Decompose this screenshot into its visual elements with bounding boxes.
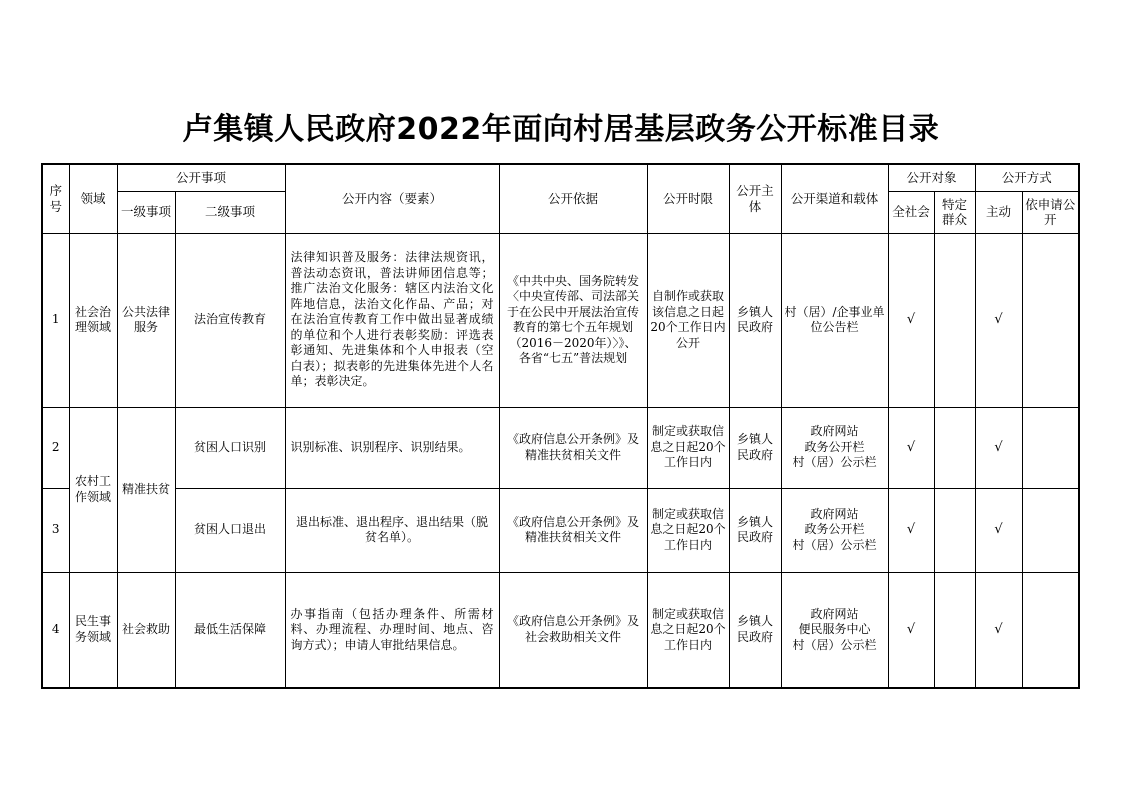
disclosure-catalog-table [41, 163, 1080, 689]
row-active-check: √ [975, 488, 1022, 572]
row-content: 办事指南（包括办理条件、所需材料、办理流程、办理时间、地点、咨询方式）；申请人审批结果信息。 [285, 572, 499, 688]
row-domain: 农村工作领域 [69, 407, 117, 572]
row-level2: 贫困人口退出 [175, 488, 285, 572]
row-content: 退出标准、退出程序、退出结果（脱贫名单）。 [285, 488, 499, 572]
header-matters: 公开事项 [117, 164, 285, 191]
header-method: 公开方式 [975, 164, 1079, 191]
row-basis: 《政府信息公开条例》及精准扶贫相关文件 [499, 488, 647, 572]
row-specific-group-check [934, 572, 975, 688]
row-active-check: √ [975, 407, 1022, 488]
row-seq: 3 [42, 488, 69, 572]
row-all-society-check: √ [888, 572, 934, 688]
row-specific-group-check [934, 488, 975, 572]
row-seq: 1 [42, 233, 69, 407]
page-title: 卢集镇人民政府2022年面向村居基层政务公开标准目录 [182, 112, 940, 147]
row-deadline: 自制作或获取该信息之日起20个工作日内公开 [647, 233, 729, 407]
row-all-society-check: √ [888, 488, 934, 572]
header-specific-group: 特定群众 [934, 191, 975, 233]
row-deadline: 制定或获取信息之日起20个工作日内 [647, 407, 729, 488]
header-subject: 公开主体 [729, 164, 781, 233]
row-basis: 《政府信息公开条例》及社会救助相关文件 [499, 572, 647, 688]
row-all-society-check: √ [888, 407, 934, 488]
row-level2: 法治宣传教育 [175, 233, 285, 407]
row-active-check: √ [975, 233, 1022, 407]
row-level1: 精准扶贫 [117, 407, 175, 572]
row-level1: 社会救助 [117, 572, 175, 688]
row-all-society-check: √ [888, 233, 934, 407]
table-row [42, 407, 1079, 488]
row-specific-group-check [934, 407, 975, 488]
header-all-society: 全社会 [888, 191, 934, 233]
row-domain: 民生事务领域 [69, 572, 117, 688]
header-active: 主动 [975, 191, 1022, 233]
row-on-request-check [1022, 488, 1079, 572]
row-channel: 村（居）/企事业单位公告栏 [781, 233, 888, 407]
row-basis: 《中共中央、国务院转发〈中央宣传部、司法部关于在公民中开展法治宣传教育的第七个五年规划（2016－2020年）〉》、各省“七五”普法规划 [499, 233, 647, 407]
row-specific-group-check [934, 233, 975, 407]
header-seq: 序号 [42, 164, 69, 233]
row-on-request-check [1022, 233, 1079, 407]
table-row [42, 233, 1079, 407]
row-subject: 乡镇人民政府 [729, 572, 781, 688]
row-deadline: 制定或获取信息之日起20个工作日内 [647, 488, 729, 572]
table-row [42, 572, 1079, 688]
table-row [42, 488, 1079, 572]
row-subject: 乡镇人民政府 [729, 407, 781, 488]
header-target: 公开对象 [888, 164, 975, 191]
row-basis: 《政府信息公开条例》及精准扶贫相关文件 [499, 407, 647, 488]
header-deadline: 公开时限 [647, 164, 729, 233]
row-active-check: √ [975, 572, 1022, 688]
row-channel: 政府网站 便民服务中心 村（居）公示栏 [781, 572, 888, 688]
header-row [42, 164, 1079, 191]
header-level2: 二级事项 [175, 191, 285, 233]
header-on-request: 依申请公开 [1022, 191, 1079, 233]
row-subject: 乡镇人民政府 [729, 488, 781, 572]
row-on-request-check [1022, 407, 1079, 488]
row-seq: 4 [42, 572, 69, 688]
row-on-request-check [1022, 572, 1079, 688]
row-content: 识别标准、识别程序、识别结果。 [285, 407, 499, 488]
header-basis: 公开依据 [499, 164, 647, 233]
row-seq: 2 [42, 407, 69, 488]
row-channel: 政府网站 政务公开栏 村（居）公示栏 [781, 488, 888, 572]
row-deadline: 制定或获取信息之日起20个工作日内 [647, 572, 729, 688]
header-content: 公开内容（要素） [285, 164, 499, 233]
row-content: 法律知识普及服务：法律法规资讯，普法动态资讯，普法讲师团信息等；推广法治文化服务：辖区内法治文化阵地信息，法治文化作品、产品；对在法治宣传教育工作中做出显著成绩的单位和个人进行表彰奖励：评选表彰通知、先进集体和个人申报表（空白表）；拟表彰的先进集体先进个人名单；表彰决定。 [285, 233, 499, 407]
row-level2: 最低生活保障 [175, 572, 285, 688]
row-level2: 贫困人口识别 [175, 407, 285, 488]
header-domain: 领域 [69, 164, 117, 233]
row-level1: 公共法律服务 [117, 233, 175, 407]
header-level1: 一级事项 [117, 191, 175, 233]
row-channel: 政府网站 政务公开栏 村（居）公示栏 [781, 407, 888, 488]
row-subject: 乡镇人民政府 [729, 233, 781, 407]
header-channel: 公开渠道和载体 [781, 164, 888, 233]
row-domain: 社会治理领域 [69, 233, 117, 407]
